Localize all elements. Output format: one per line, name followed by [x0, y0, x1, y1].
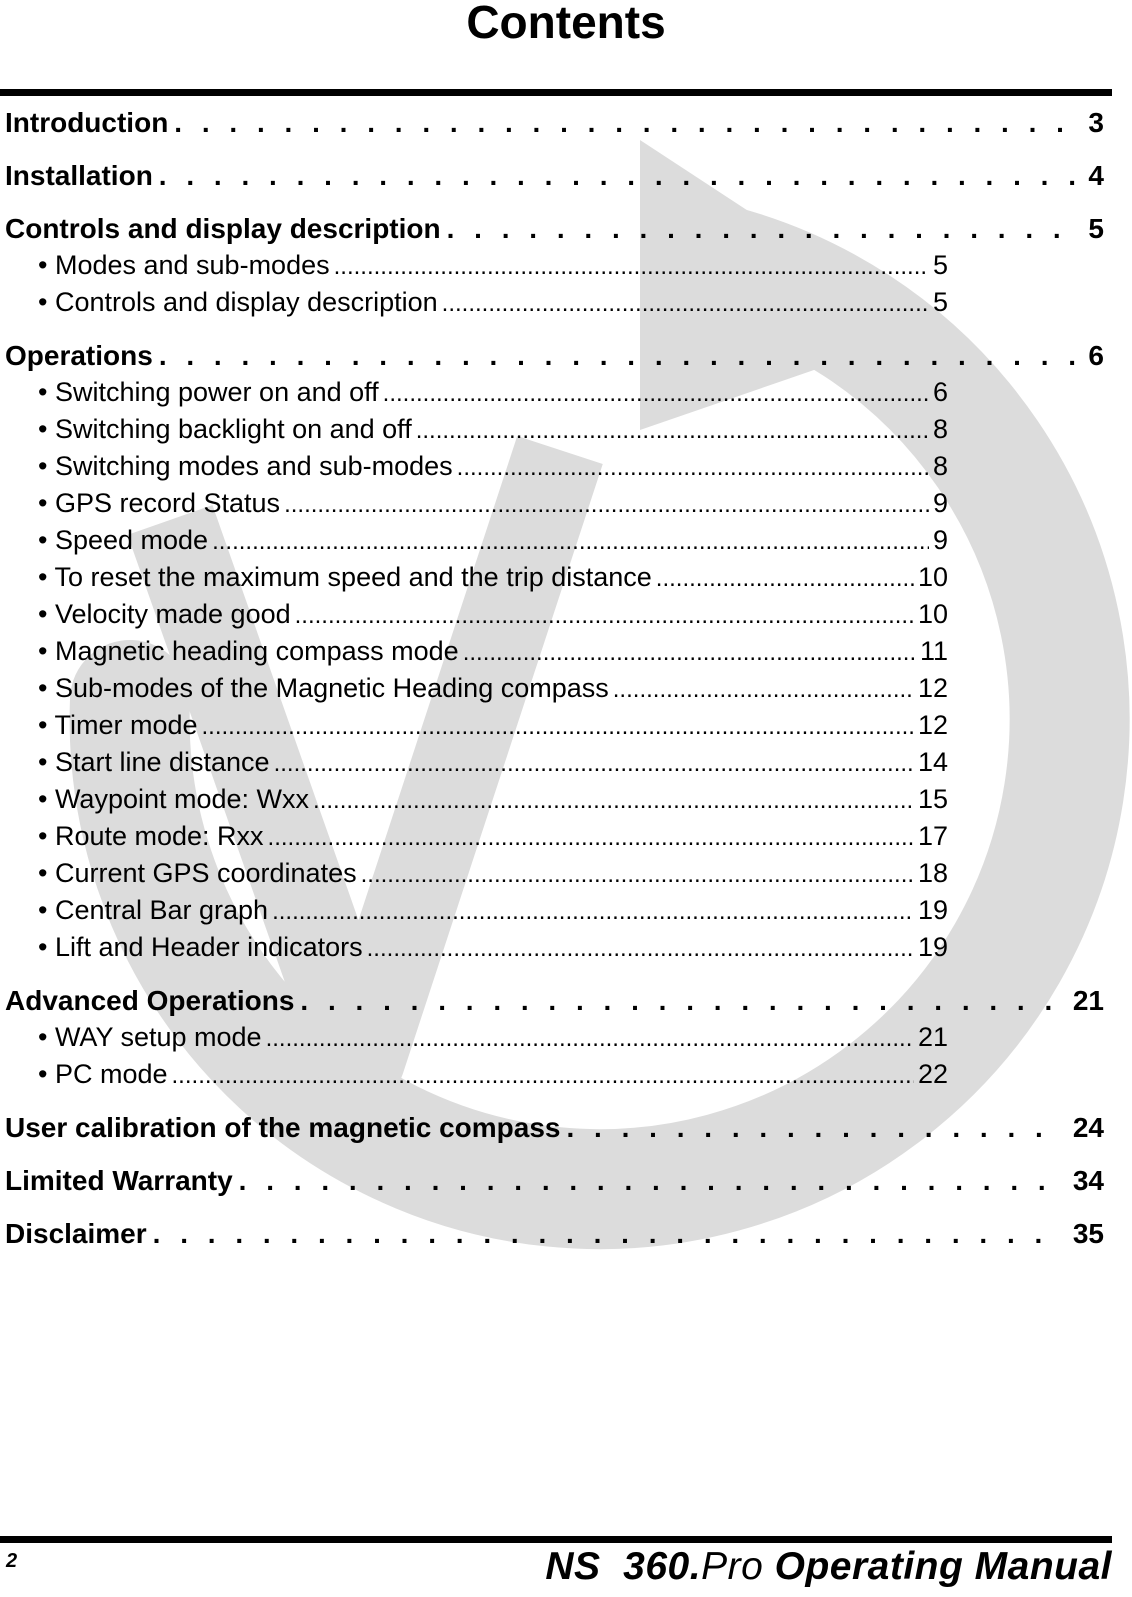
toc-subentry[interactable]: [0, 1019, 948, 1056]
toc-entry-label: Limited Warranty: [5, 1165, 233, 1196]
toc-section: [0, 337, 1112, 966]
toc-subentry[interactable]: [0, 818, 948, 855]
page-title: Contents: [466, 0, 666, 48]
toc-subentry[interactable]: [0, 411, 948, 448]
toc-subentry-page: 5: [932, 250, 948, 280]
toc-leader-dots: [272, 893, 914, 930]
toc-subentry-label: • WAY setup mode: [38, 1022, 262, 1052]
toc-subentry[interactable]: [0, 559, 948, 596]
toc-subentry[interactable]: [0, 485, 948, 522]
toc-subentry[interactable]: [0, 247, 948, 284]
footer-brand: [545, 1545, 1112, 1589]
footer-brand-manual: Operating Manual: [774, 1545, 1112, 1588]
toc-entry-page: 24: [1072, 1112, 1104, 1143]
toc-section: [0, 1162, 1112, 1199]
toc-entry-page: 6: [1088, 340, 1104, 371]
toc-entry-page: 34: [1072, 1165, 1104, 1196]
toc-subentry-page: 21: [917, 1022, 948, 1052]
toc-subentry[interactable]: [0, 892, 948, 929]
toc-section: [0, 1215, 1112, 1252]
toc-subentry[interactable]: [0, 448, 948, 485]
toc-subentry-label: • Switching power on and off: [38, 377, 379, 407]
toc-entry-page: 21: [1072, 985, 1104, 1016]
toc-subentry[interactable]: [0, 633, 948, 670]
toc-subentry[interactable]: [0, 522, 948, 559]
toc-subentry[interactable]: [0, 374, 948, 411]
toc-entry[interactable]: [0, 1162, 1112, 1199]
toc-leader-dots: [383, 375, 929, 412]
toc-subentry[interactable]: [0, 707, 948, 744]
toc-subentry-page: 19: [917, 932, 948, 962]
toc-entry-label: Disclaimer: [5, 1218, 147, 1249]
toc-subentry-page: 6: [932, 377, 948, 407]
toc-leader-dots: [300, 982, 1062, 1019]
toc-subentry-page: 18: [917, 858, 948, 888]
toc-subentry-page: 10: [917, 599, 948, 629]
toc-subentry-label: • Waypoint mode: Wxx: [38, 784, 310, 814]
toc-leader-dots: [457, 449, 929, 486]
bottom-rule: [0, 1536, 1112, 1543]
toc-subentry[interactable]: [0, 929, 948, 966]
toc-section: [0, 210, 1112, 321]
toc-subentry-page: 17: [917, 821, 948, 851]
toc-subentry-label: • Start line distance: [38, 747, 270, 777]
toc-entry[interactable]: [0, 210, 1112, 247]
toc-subentry-page: 12: [917, 710, 948, 740]
toc-subentry-label: • Switching backlight on and off: [38, 414, 412, 444]
toc-entry-label: User calibration of the magnetic compass: [5, 1112, 561, 1143]
footer-brand-pro: Pro: [701, 1545, 764, 1588]
toc-subentry[interactable]: [0, 596, 948, 633]
toc-leader-dots: [202, 708, 914, 745]
toc-subentry[interactable]: [0, 284, 948, 321]
toc-leader-dots: [284, 486, 929, 523]
toc-leader-dots: [313, 782, 914, 819]
toc-subentry-page: 8: [932, 414, 948, 444]
toc-subentry-page: 12: [917, 673, 948, 703]
toc-subentry[interactable]: [0, 855, 948, 892]
toc-subentry[interactable]: [0, 1056, 948, 1093]
toc-entry[interactable]: [0, 104, 1112, 141]
toc-subentry-label: • PC mode: [38, 1059, 168, 1089]
toc-leader-dots: [367, 930, 914, 967]
toc-subentry-page: 14: [917, 747, 948, 777]
toc-entry-page: 5: [1088, 213, 1104, 244]
toc-leader-dots: [361, 856, 914, 893]
toc-leader-dots: [268, 819, 914, 856]
toc-subentry-label: • Speed mode: [38, 525, 209, 555]
toc-leader-dots: [567, 1109, 1063, 1146]
toc-subentry-page: 9: [932, 525, 948, 555]
top-rule: [0, 89, 1112, 96]
toc-leader-dots: [442, 285, 929, 322]
toc-leader-dots: [174, 104, 1078, 141]
toc-subentry-label: • Lift and Header indicators: [38, 932, 363, 962]
toc-subentry-page: 10: [917, 562, 948, 592]
toc-leader-dots: [447, 210, 1079, 247]
toc-entry[interactable]: [0, 337, 1112, 374]
toc-subentry-label: • To reset the maximum speed and the trip distance: [38, 562, 652, 592]
toc-leader-dots: [159, 337, 1079, 374]
toc-entry-label: Introduction: [5, 107, 169, 138]
toc-leader-dots: [172, 1057, 914, 1094]
footer-brand-model: 360.: [623, 1545, 702, 1588]
toc-subentry-label: • Switching modes and sub-modes: [38, 451, 453, 481]
toc-entry[interactable]: [0, 1215, 1112, 1252]
toc-subentry-label: • Timer mode: [38, 710, 198, 740]
toc-subentry-label: • Sub-modes of the Magnetic Heading compass: [38, 673, 609, 703]
toc-leader-dots: [656, 560, 914, 597]
toc-entry-label: Controls and display description: [5, 213, 441, 244]
footer-page-number: 2: [6, 1550, 18, 1572]
toc-subentry-page: 8: [932, 451, 948, 481]
toc-entry-page: 4: [1088, 160, 1104, 191]
toc-leader-dots: [463, 634, 916, 671]
toc-subentry[interactable]: [0, 744, 948, 781]
toc-leader-dots: [416, 412, 929, 449]
toc-leader-dots: [159, 157, 1079, 194]
toc-subentry-label: • Current GPS coordinates: [38, 858, 357, 888]
toc-leader-dots: [212, 523, 929, 560]
toc-subentry-page: 19: [917, 895, 948, 925]
toc-subentry[interactable]: [0, 670, 948, 707]
toc-subentry-page: 9: [932, 488, 948, 518]
toc-leader-dots: [153, 1215, 1063, 1252]
toc-subentry-label: • Modes and sub-modes: [38, 250, 330, 280]
toc-section: [0, 982, 1112, 1093]
footer-brand-ns: NS: [545, 1545, 601, 1588]
toc-section: [0, 104, 1112, 141]
toc-leader-dots: [239, 1162, 1063, 1199]
toc-subentry-page: 11: [919, 636, 948, 666]
toc-subentry-label: • Magnetic heading compass mode: [38, 636, 459, 666]
toc-subentry-page: 5: [932, 287, 948, 317]
toc-entry[interactable]: [0, 982, 1112, 1019]
toc-section: [0, 157, 1112, 194]
toc-subentry-label: • Central Bar graph: [38, 895, 269, 925]
toc-leader-dots: [274, 745, 914, 782]
toc-entry-page: 3: [1088, 107, 1104, 138]
toc-entry[interactable]: [0, 157, 1112, 194]
toc-entry-label: Installation: [5, 160, 153, 191]
toc-subentry-label: • Velocity made good: [38, 599, 291, 629]
toc-subentry-label: • Route mode: Rxx: [38, 821, 264, 851]
toc-subentry-page: 15: [917, 784, 948, 814]
toc-subentry-page: 22: [917, 1059, 948, 1089]
toc-subentry-label: • Controls and display description: [38, 287, 438, 317]
toc-entry-label: Operations: [5, 340, 153, 371]
toc-leader-dots: [613, 671, 914, 708]
toc-leader-dots: [266, 1020, 914, 1057]
toc-entry[interactable]: [0, 1109, 1112, 1146]
table-of-contents: [0, 104, 1112, 1268]
toc-leader-dots: [295, 597, 914, 634]
toc-subentry[interactable]: [0, 781, 948, 818]
toc-entry-label: Advanced Operations: [5, 985, 295, 1016]
toc-leader-dots: [334, 248, 929, 285]
toc-section: [0, 1109, 1112, 1146]
toc-subentry-label: • GPS record Status: [38, 488, 281, 518]
toc-entry-page: 35: [1072, 1218, 1104, 1249]
